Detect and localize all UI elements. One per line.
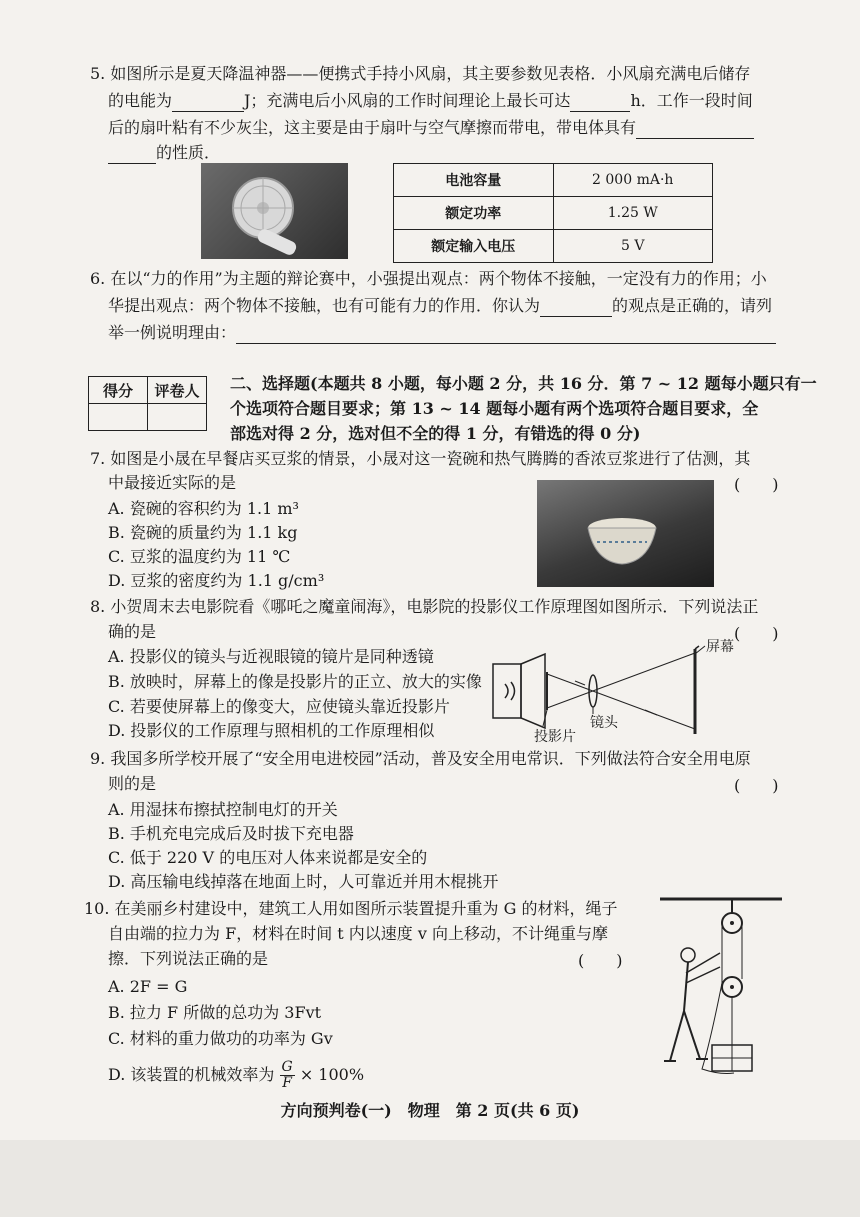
q9-line2: 则的是 xyxy=(108,774,157,793)
q8-answer-paren[interactable]: ( ) xyxy=(734,624,779,643)
q8-option-b[interactable]: B. 放映时，屏幕上的像是投影片的正立、放大的实像 xyxy=(108,672,482,691)
q10-option-d[interactable] xyxy=(108,1058,364,1092)
pulley-diagram xyxy=(650,893,790,1083)
label-screen: 屏幕 xyxy=(706,639,734,655)
spec-value: 2 000 mA·h xyxy=(553,164,713,197)
page-footer: 方向预判卷(一) 物理 第 2 页(共 6 页) xyxy=(280,1101,580,1120)
q10-option-a[interactable]: A. 2F = G xyxy=(108,977,188,996)
q6-text-c: 举一例说明理由： xyxy=(108,323,237,342)
fan-illustration xyxy=(201,163,348,259)
q6-text-b: 的观点是正确的，请列 xyxy=(612,296,773,315)
q6-line3 xyxy=(108,322,776,344)
label-slide: 投影片 xyxy=(534,729,576,745)
q8-option-a[interactable]: A. 投影仪的镜头与近视眼镜的镜片是同种透镜 xyxy=(108,647,434,666)
q8-option-c[interactable]: C. 若要使屏幕上的像变大，应使镜头靠近投影片 xyxy=(108,697,450,716)
q10-optd-fraction xyxy=(280,1060,295,1091)
q10-optd-suffix: × 100% xyxy=(299,1065,365,1084)
q5-text-e: 的性质． xyxy=(156,143,221,162)
q9-option-a[interactable]: A. 用湿抹布擦拭控制电灯的开关 xyxy=(108,800,338,819)
q10-option-c[interactable]: C. 材料的重力做功的功率为 Gv xyxy=(108,1029,333,1048)
spec-value: 5 V xyxy=(553,230,713,263)
q8-line2: 确的是 xyxy=(108,622,157,641)
section2-line3: 部选对得 2 分，选对但不全的得 1 分，有错选的得 0 分) xyxy=(230,424,641,443)
spec-name: 额定输入电压 xyxy=(394,230,554,263)
q6-blank-person[interactable] xyxy=(540,298,612,317)
score-cell[interactable] xyxy=(89,404,148,431)
section2-line2: 个选项符合题目要求；第 13 ~ 14 题每小题有两个选项符合题目要求，全 xyxy=(230,399,759,418)
q6-text-a: 华提出观点：两个物体不接触，也有可能有力的作用．你认为 xyxy=(108,296,541,315)
grader-cell[interactable] xyxy=(148,404,207,431)
q10-answer-paren[interactable]: ( ) xyxy=(578,951,623,970)
spec-name: 电池容量 xyxy=(394,164,554,197)
label-lens: 镜头 xyxy=(590,715,618,731)
fan-photo xyxy=(201,163,348,259)
q5-blank-property-b[interactable] xyxy=(108,145,156,164)
q5-blank-property-a[interactable] xyxy=(636,120,754,139)
q5-text-c: h．工作一段时间 xyxy=(630,91,753,110)
q5-line2 xyxy=(108,90,753,112)
q9-option-b[interactable]: B. 手机充电完成后及时拔下充电器 xyxy=(108,824,354,843)
q8-line1: 8. 小贺周末去电影院看《哪吒之魔童闹海》，电影院的投影仪工作原理图如图所示．下列说法正 xyxy=(90,597,759,616)
q6-line2 xyxy=(108,295,772,317)
section2-line1: 二、选择题(本题共 8 小题，每小题 2 分，共 16 分．第 7 ~ 12 题每小题只有一 xyxy=(230,374,817,393)
score-label: 得分 xyxy=(89,377,148,404)
q10-option-b[interactable]: B. 拉力 F 所做的总功为 3Fvt xyxy=(108,1003,322,1022)
q7-option-d[interactable]: D. 豆浆的密度约为 1.1 g/cm³ xyxy=(108,571,325,590)
q5-blank-time[interactable] xyxy=(570,93,630,112)
q7-option-b[interactable]: B. 瓷碗的质量约为 1.1 kg xyxy=(108,523,298,542)
q10-optd-denominator: F xyxy=(282,1075,292,1091)
fan-spec-table xyxy=(393,163,713,263)
q5-line1: 5. 如图所示是夏天降温神器——便携式手持小风扇，其主要参数见表格．小风扇充满电后储存 xyxy=(90,64,751,83)
q6-blank-reason[interactable] xyxy=(236,325,776,344)
q5-text-d: 后的扇叶粘有不少灰尘，这主要是由于扇叶与空气摩擦而带电，带电体具有 xyxy=(108,118,637,137)
q7-answer-paren[interactable]: ( ) xyxy=(734,475,779,494)
q9-option-d[interactable]: D. 高压输电线掉落在地面上时，人可靠近并用木棍挑开 xyxy=(108,872,499,891)
q5-text-a: 的电能为 xyxy=(108,91,173,110)
spec-name: 额定功率 xyxy=(394,197,554,230)
q10-optd-prefix: D. 该装置的机械效率为 xyxy=(108,1065,275,1084)
page-bottom-shadow xyxy=(0,1140,860,1217)
q9-answer-paren[interactable]: ( ) xyxy=(734,776,779,795)
spec-value: 1.25 W xyxy=(553,197,713,230)
q9-line1: 9. 我国多所学校开展了“安全用电进校园”活动，普及安全用电常识．下列做法符合安全用电原 xyxy=(90,749,751,768)
q6-line1: 6. 在以“力的作用”为主题的辩论赛中，小强提出观点：两个物体不接触，一定没有力的作用；小 xyxy=(90,269,767,288)
table-row xyxy=(394,230,713,263)
q7-option-c[interactable]: C. 豆浆的温度约为 11 ℃ xyxy=(108,547,291,566)
q7-option-a[interactable]: A. 瓷碗的容积约为 1.1 m³ xyxy=(108,499,299,518)
table-row xyxy=(394,164,713,197)
q5-line3 xyxy=(108,117,754,139)
q8-option-d[interactable]: D. 投影仪的工作原理与照相机的工作原理相似 xyxy=(108,721,435,740)
q10-line1: 10. 在美丽乡村建设中，建筑工人用如图所示装置提升重为 G 的材料，绳子 xyxy=(84,899,618,918)
grader-label: 评卷人 xyxy=(148,377,207,404)
q7-line1: 7. 如图是小晟在早餐店买豆浆的情景，小晟对这一瓷碗和热气腾腾的香浓豆浆进行了估测，其 xyxy=(90,449,751,468)
q5-text-b: J；充满电后小风扇的工作时间理论上最长可达 xyxy=(244,91,571,110)
table-row xyxy=(394,197,713,230)
q5-line4 xyxy=(108,142,220,164)
q10-optd-numerator: G xyxy=(281,1059,293,1075)
q10-line2: 自由端的拉力为 F，材料在时间 t 内以速度 v 向上移动，不计绳重与摩 xyxy=(108,924,609,943)
soymilk-photo xyxy=(537,480,714,587)
q9-option-c[interactable]: C. 低于 220 V 的电压对人体来说都是安全的 xyxy=(108,848,428,867)
q7-line2: 中最接近实际的是 xyxy=(108,473,237,492)
q10-line3: 擦．下列说法正确的是 xyxy=(108,949,269,968)
score-table xyxy=(88,376,207,431)
q5-blank-energy[interactable] xyxy=(172,93,244,112)
bowl-illustration xyxy=(537,480,714,587)
